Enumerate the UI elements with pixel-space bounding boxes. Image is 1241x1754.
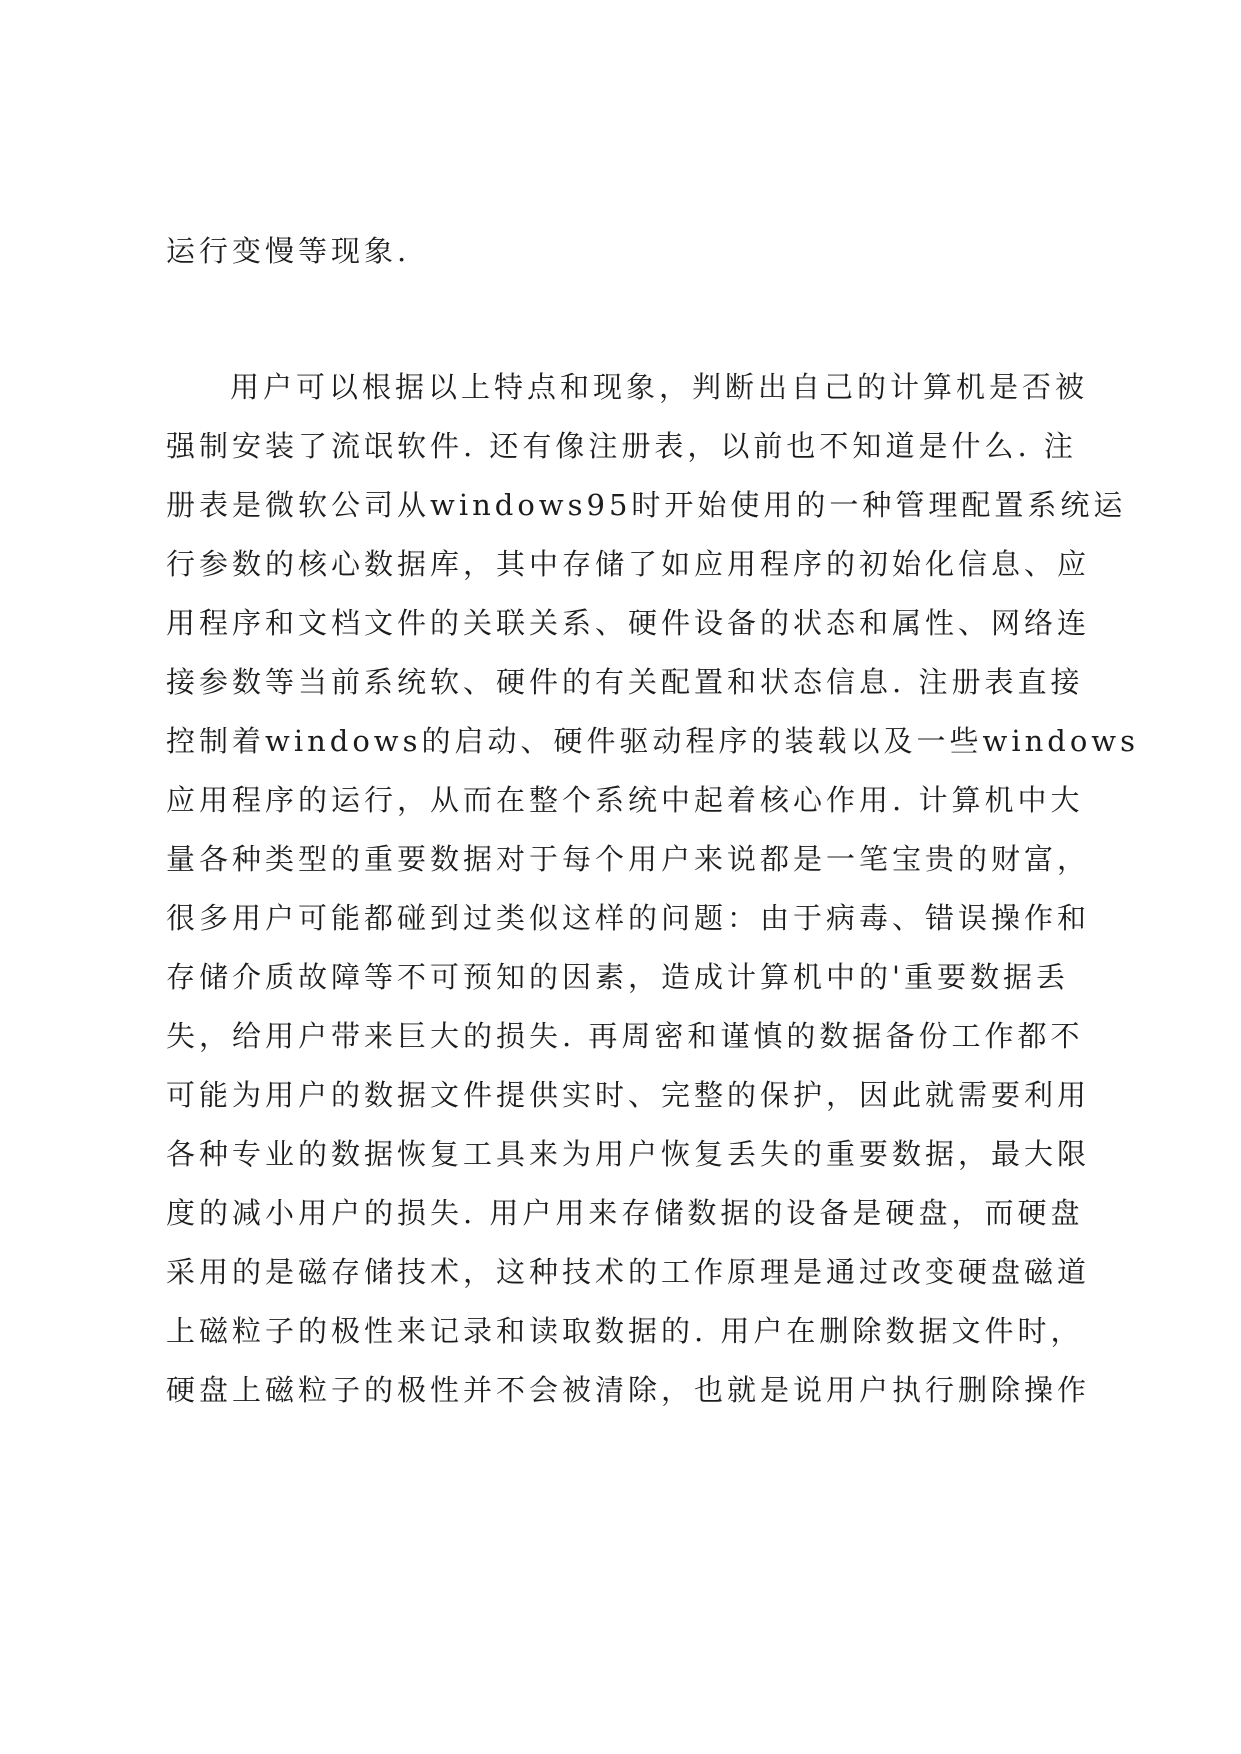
paragraph-line: 行参数的核心数据库，其中存储了如应用程序的初始化信息、应: [166, 547, 1091, 581]
paragraph-line: 采用的是磁存储技术，这种技术的工作原理是通过改变硬盘磁道: [166, 1255, 1091, 1289]
paragraph-line: 存储介质故障等不可预知的因素，造成计算机中的'重要数据丢: [166, 960, 1069, 994]
body-paragraph: [166, 358, 1140, 1420]
paragraph-line: 硬盘上磁粒子的极性并不会被清除，也就是说用户执行删除操作: [166, 1373, 1091, 1407]
continued-text-line: 运行变慢等现象.: [166, 234, 411, 268]
paragraph-line: 强制安装了流氓软件. 还有像注册表，以前也不知道是什么. 注: [166, 429, 1077, 463]
paragraph-line: 可能为用户的数据文件提供实时、完整的保护，因此就需要利用: [166, 1078, 1091, 1112]
paragraph-line: 应用程序的运行，从而在整个系统中起着核心作用. 计算机中大: [166, 783, 1084, 817]
paragraph-line: 接参数等当前系统软、硬件的有关配置和状态信息. 注册表直接: [166, 665, 1084, 699]
paragraph-line: 用程序和文档文件的关联关系、硬件设备的状态和属性、网络连: [166, 606, 1091, 640]
paragraph-line: 上磁粒子的极性来记录和读取数据的. 用户在删除数据文件时，: [166, 1314, 1084, 1348]
paragraph-line: 控制着windows的启动、硬件驱动程序的装载以及一些windows: [166, 724, 1140, 758]
paragraph-line: 很多用户可能都碰到过类似这样的问题：由于病毒、错误操作和: [166, 901, 1091, 935]
paragraph-line: 度的减小用户的损失. 用户用来存储数据的设备是硬盘，而硬盘: [166, 1196, 1084, 1230]
paragraph-line: 册表是微软公司从windows95时开始使用的一种管理配置系统运: [166, 488, 1127, 522]
paragraph-line: 各种专业的数据恢复工具来为用户恢复丢失的重要数据，最大限: [166, 1137, 1091, 1171]
paragraph-line: 用户可以根据以上特点和现象，判断出自己的计算机是否被: [230, 370, 1089, 404]
paragraph-line: 失，给用户带来巨大的损失. 再周密和谨慎的数据备份工作都不: [166, 1019, 1084, 1053]
paragraph-line: 量各种类型的重要数据对于每个用户来说都是一笔宝贵的财富，: [166, 842, 1091, 876]
